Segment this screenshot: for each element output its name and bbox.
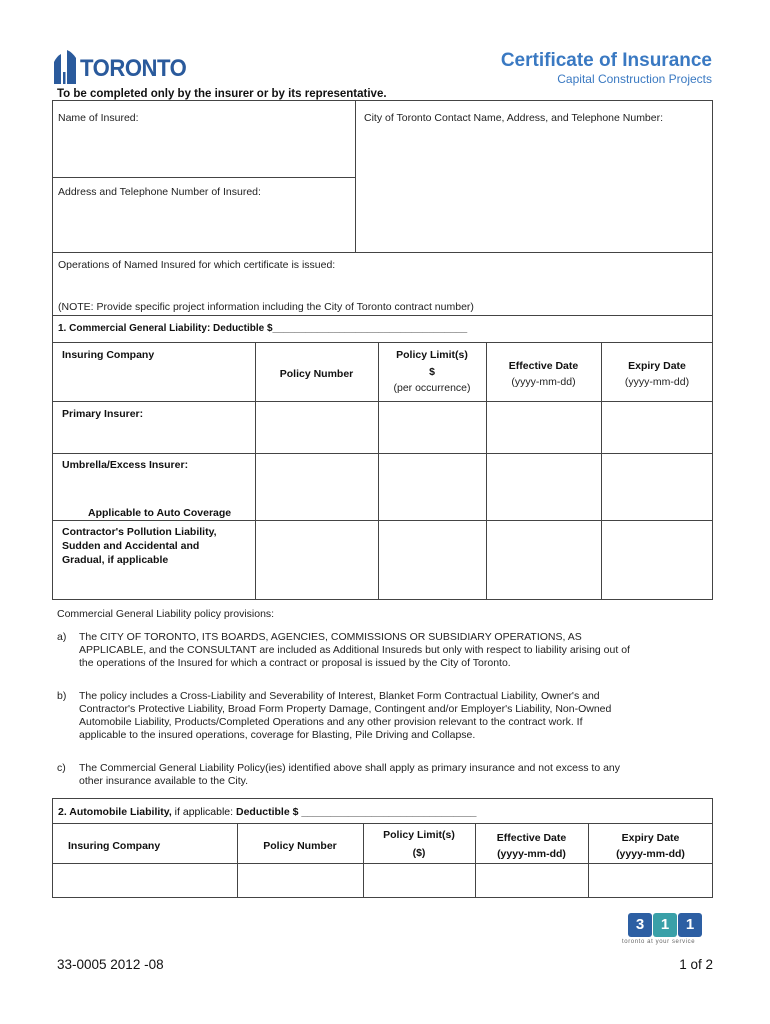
- col-policy-limits-currency: $: [429, 366, 435, 378]
- toronto-logo: [52, 50, 187, 86]
- col-effective-format: (yyyy-mm-dd): [511, 376, 576, 388]
- auto-col-policy-limits: Policy Limit(s): [383, 829, 455, 841]
- address-insured-field[interactable]: Address and Telephone Number of Insured:: [58, 186, 261, 198]
- provision-a-line: the operations of the Insured for which a contract or proposal is issued by the City of Toronto.: [79, 657, 511, 669]
- row-umbrella-insurer[interactable]: Umbrella/Excess Insurer:: [62, 459, 189, 471]
- city-contact-field[interactable]: City of Toronto Contact Name, Address, and Telephone Number:: [364, 112, 664, 124]
- auto-title-suffix: if applicable:: [171, 806, 236, 818]
- name-of-insured-field[interactable]: Name of Insured:: [58, 112, 139, 124]
- auto-col-policy-number: Policy Number: [263, 840, 337, 852]
- row-auto-coverage: Applicable to Auto Coverage: [88, 507, 232, 519]
- provision-c-marker: c): [57, 762, 66, 774]
- auto-title: 2. Automobile Liability,: [58, 806, 172, 818]
- col-expiry-date: Expiry Date: [628, 360, 686, 372]
- page-title: Certificate of Insurance: [500, 50, 712, 71]
- auto-col-effective-format: (yyyy-mm-dd): [497, 848, 566, 860]
- 311-digit: 3: [628, 913, 652, 937]
- row-primary-insurer[interactable]: Primary Insurer:: [62, 408, 144, 420]
- 311-tagline: toronto at your service: [622, 939, 696, 945]
- row-pollution-line-1[interactable]: Contractor's Pollution Liability,: [62, 526, 217, 538]
- col-insuring-company: Insuring Company: [62, 349, 155, 361]
- insured-info-block: [52, 100, 713, 316]
- operations-field[interactable]: Operations of Named Insured for which certificate is issued:: [58, 259, 336, 271]
- provision-c-line: other insurance available to the City.: [79, 775, 249, 787]
- auto-col-expiry-date: Expiry Date: [621, 832, 680, 844]
- 311-digit: 1: [653, 913, 677, 937]
- provision-b-marker: b): [57, 690, 67, 702]
- provision-b-line: Contractor's Protective Liability, Broad Form Property Damage, Contingent and/or Employer's Liability, Non-Owned: [79, 703, 612, 715]
- provision-c-line: The Commercial General Liability Policy(ies) identified above shall apply as primary insurance and not excess to any: [79, 762, 621, 774]
- col-policy-limits-basis: (per occurrence): [393, 382, 471, 394]
- project-note: (NOTE: Provide specific project information including the City of Toronto contract number): [58, 301, 474, 313]
- col-expiry-format: (yyyy-mm-dd): [624, 376, 690, 388]
- col-policy-limits: Policy Limit(s): [396, 349, 468, 361]
- page-number: 1 of 2: [679, 957, 713, 972]
- auto-col-policy-limits-currency: ($): [412, 847, 426, 859]
- 311-badge: [622, 913, 712, 947]
- city-hall-icon: [52, 50, 78, 84]
- provision-b-line: The policy includes a Cross-Liability and Severability of Interest, Blanket Form Contractual Liability, Owner's and: [79, 690, 600, 702]
- instruction-text: To be completed only by the insurer or by its representative.: [57, 88, 387, 100]
- form-number: 33-0005 2012 -08: [57, 957, 164, 972]
- auto-col-expiry-format: (yyyy-mm-dd): [616, 848, 685, 860]
- auto-col-insuring-company: Insuring Company: [68, 840, 161, 852]
- row-pollution-line-2: Sudden and Accidental and: [62, 540, 200, 552]
- provision-b-line: Automobile Liability, Products/Completed Operations and any other provision relevant to the contract work. If: [79, 716, 583, 728]
- provision-a-marker: a): [57, 631, 67, 643]
- page-subtitle: Capital Construction Projects: [557, 72, 712, 86]
- provisions-heading: Commercial General Liability policy provisions:: [57, 608, 275, 620]
- provision-a-line: APPLICABLE, and the CONSULTANT are included as Additional Insureds but only with respect to liability arising out of: [79, 644, 630, 656]
- row-pollution-line-3: Gradual, if applicable: [62, 554, 169, 566]
- auto-deductible-field[interactable]: [58, 806, 477, 818]
- col-policy-number: Policy Number: [279, 368, 354, 380]
- provision-b-line: applicable to the insured operations, coverage for Blasting, Pile Driving and Collapse.: [79, 729, 476, 741]
- auto-col-effective-date: Effective Date: [496, 832, 567, 844]
- auto-deductible-label: Deductible $ ______________________________: [235, 806, 477, 818]
- col-effective-date: Effective Date: [508, 360, 579, 372]
- logo-wordmark: TORONTO: [80, 55, 187, 82]
- 311-digit: 1: [678, 913, 702, 937]
- provision-a-line: The CITY OF TORONTO, ITS BOARDS, AGENCIES, COMMISSIONS OR SUBSIDIARY OPERATIONS, AS: [79, 631, 582, 643]
- cgl-deductible-field[interactable]: 1. Commercial General Liability: Deductible $___________________________________: [58, 323, 468, 334]
